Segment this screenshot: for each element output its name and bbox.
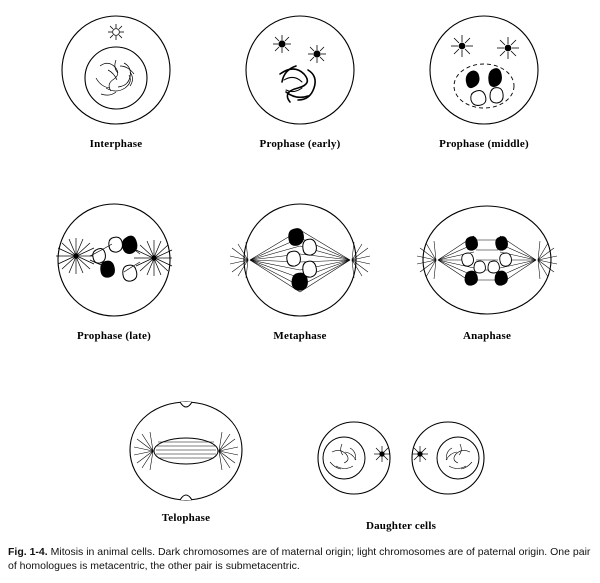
daughter-cells-art bbox=[306, 410, 496, 506]
anaphase-art bbox=[398, 196, 576, 324]
panel-label-prophase-middle: Prophase (middle) bbox=[439, 138, 529, 150]
panel-label-anaphase: Anaphase bbox=[462, 330, 512, 342]
telophase-art bbox=[96, 396, 276, 506]
cell-diagram-prophase-early bbox=[222, 8, 378, 132]
cell-diagram-telophase bbox=[96, 396, 276, 506]
cell-diagram-metaphase bbox=[216, 196, 384, 324]
panel-interphase bbox=[38, 8, 194, 150]
panel-label-telophase: Telophase bbox=[161, 512, 211, 524]
prophase-middle-art bbox=[406, 8, 562, 132]
interphase-art bbox=[38, 8, 194, 132]
figure-number: Fig. 1-4. bbox=[8, 546, 48, 558]
panel-prophase-early bbox=[222, 8, 378, 150]
panel-prophase-late bbox=[30, 196, 198, 342]
panel-anaphase bbox=[398, 196, 576, 342]
prophase-late-art bbox=[30, 196, 198, 324]
metaphase-art bbox=[216, 196, 384, 324]
figure-caption bbox=[8, 545, 592, 573]
panel-label-prophase-early: Prophase (early) bbox=[259, 138, 341, 150]
figure-caption-text: Mitosis in animal cells. Dark chromosomes are of maternal origin; light chromosomes are of paternal origin. One pair of homologues is metacentric, the other pair is submetacentric. bbox=[8, 546, 591, 573]
panel-label-interphase: Interphase bbox=[89, 138, 143, 150]
panel-prophase-middle bbox=[406, 8, 562, 150]
panel-label-prophase-late: Prophase (late) bbox=[77, 330, 151, 342]
panel-metaphase bbox=[216, 196, 384, 342]
panel-daughter-cells bbox=[306, 410, 496, 532]
prophase-early-art bbox=[222, 8, 378, 132]
panel-telophase bbox=[96, 396, 276, 524]
cell-diagram-prophase-middle bbox=[406, 8, 562, 132]
panel-label-metaphase: Metaphase bbox=[273, 330, 327, 342]
cell-diagram-daughter-cells bbox=[306, 410, 496, 506]
cell-diagram-prophase-late bbox=[30, 196, 198, 324]
cell-diagram-anaphase bbox=[398, 196, 576, 324]
panel-label-daughter-cells: Daughter cells bbox=[365, 520, 437, 532]
cell-diagram-interphase bbox=[38, 8, 194, 132]
